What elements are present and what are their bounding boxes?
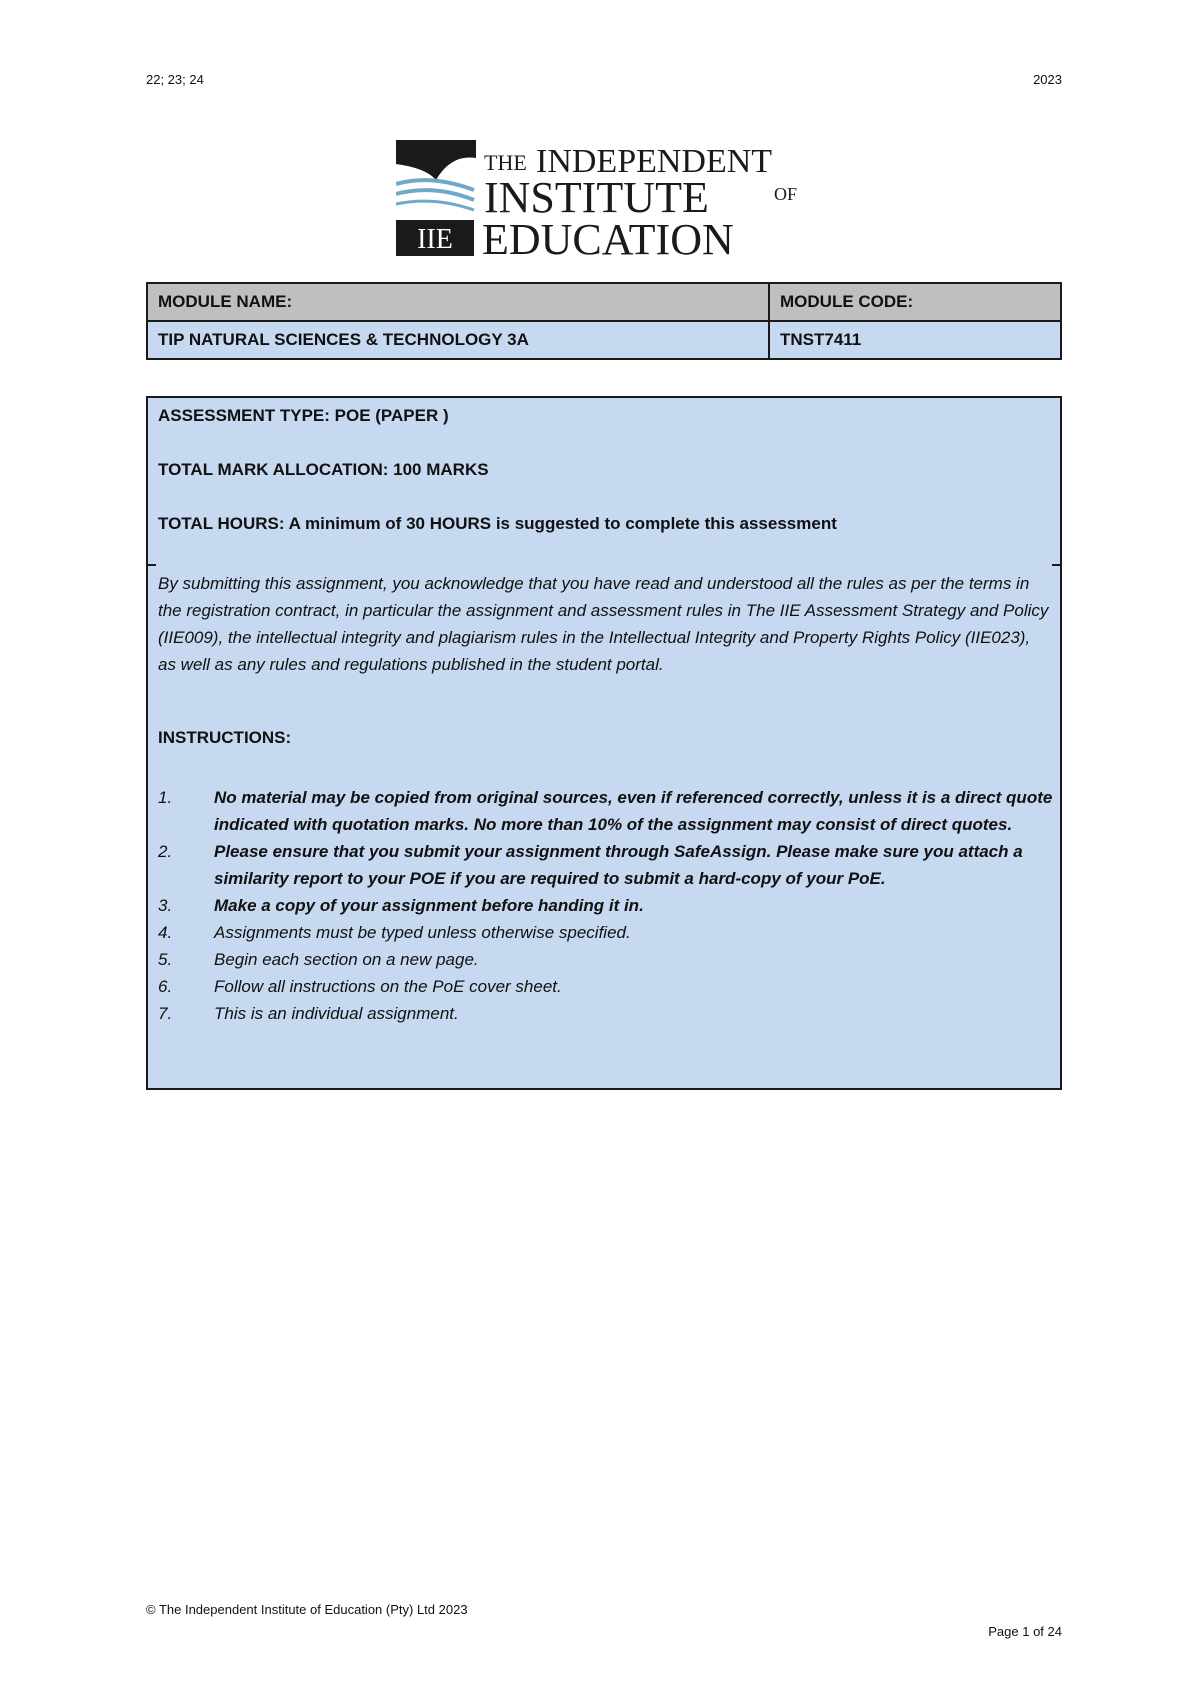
instruction-number: 3. [158,896,173,915]
module-code-value: TNST7411 [769,321,1061,359]
header-year: 2023 [1033,72,1062,87]
instruction-text: Assignments must be typed unless otherwise specified. [214,923,631,942]
header-left: 22; 23; 24 [146,72,204,87]
logo-of-text: OF [774,184,798,204]
footer-copyright: © The Independent Institute of Education (Pty) Ltd 2023 [146,1602,468,1617]
logo-iie-text: IIE [417,224,453,255]
instruction-text: No material may be copied from original sources, even if referenced correctly, unless it is a direct quote indicated with quotation marks. No more than 10% of the assignment may consist of direct quotes. [214,788,1053,834]
instruction-number: 6. [158,977,173,996]
module-table-value-row [147,321,1061,359]
row-divider-left [146,564,156,566]
instruction-item [158,946,1056,973]
logo-education-text: EDUCATION [482,215,734,260]
instruction-item [158,919,1056,946]
instructions-list [158,784,1056,1027]
module-code-label: MODULE CODE: [769,283,1061,321]
assessment-type: ASSESSMENT TYPE: POE (PAPER ) [158,406,449,425]
instruction-item [158,1000,1056,1027]
instruction-number: 7. [158,1004,173,1023]
instruction-text: Make a copy of your assignment before handing it in. [214,896,644,915]
row-divider-right [1052,564,1062,566]
logo-independent-text: INDEPENDENT [536,143,773,180]
total-hours: TOTAL HOURS: A minimum of 30 HOURS is suggested to complete this assessment [158,514,837,533]
instruction-item [158,838,1056,892]
instruction-number: 4. [158,923,173,942]
instruction-item [158,784,1056,838]
logo-institute-text: INSTITUTE [484,173,709,222]
logo-emblem-wave-2 [396,190,474,200]
instruction-item [158,892,1056,919]
iie-logo [396,140,816,260]
module-table [146,282,1062,360]
instruction-text: Please ensure that you submit your assignment through SafeAssign. Please make sure you attach a similarity report to your POE if you are required to submit a hard-copy of your PoE. [214,842,1023,888]
module-table-header-row [147,283,1061,321]
instruction-number: 5. [158,950,173,969]
declaration-text: By submitting this assignment, you acknowledge that you have read and understood all the rules as per the terms in the registration contract, in particular the assignment and assessment rules in The IIE Assessment Strategy and Policy (IIE009), the intellectual integrity and plagiarism rules in the Intellectual Integrity and Property Rights Policy (IIE023), as well as any rules and regulations published in the student portal. [158,574,1049,674]
assessment-info-box [146,396,1062,1090]
instruction-item [158,973,1056,1000]
instruction-number: 2. [158,842,173,861]
logo-emblem-dark [396,140,476,180]
logo-the-text: THE [484,150,527,175]
page-number: Page 1 of 24 [988,1624,1062,1639]
instructions-title: INSTRUCTIONS: [158,728,292,747]
instruction-text: Begin each section on a new page. [214,950,479,969]
module-name-label: MODULE NAME: [147,283,769,321]
module-name-value: TIP NATURAL SCIENCES & TECHNOLOGY 3A [147,321,769,359]
total-marks: TOTAL MARK ALLOCATION: 100 MARKS [158,460,489,479]
instruction-text: Follow all instructions on the PoE cover sheet. [214,977,562,996]
logo-emblem-wave-1 [396,180,474,190]
instruction-text: This is an individual assignment. [214,1004,459,1023]
instruction-number: 1. [158,788,173,807]
logo-emblem-wave-3 [396,201,474,210]
